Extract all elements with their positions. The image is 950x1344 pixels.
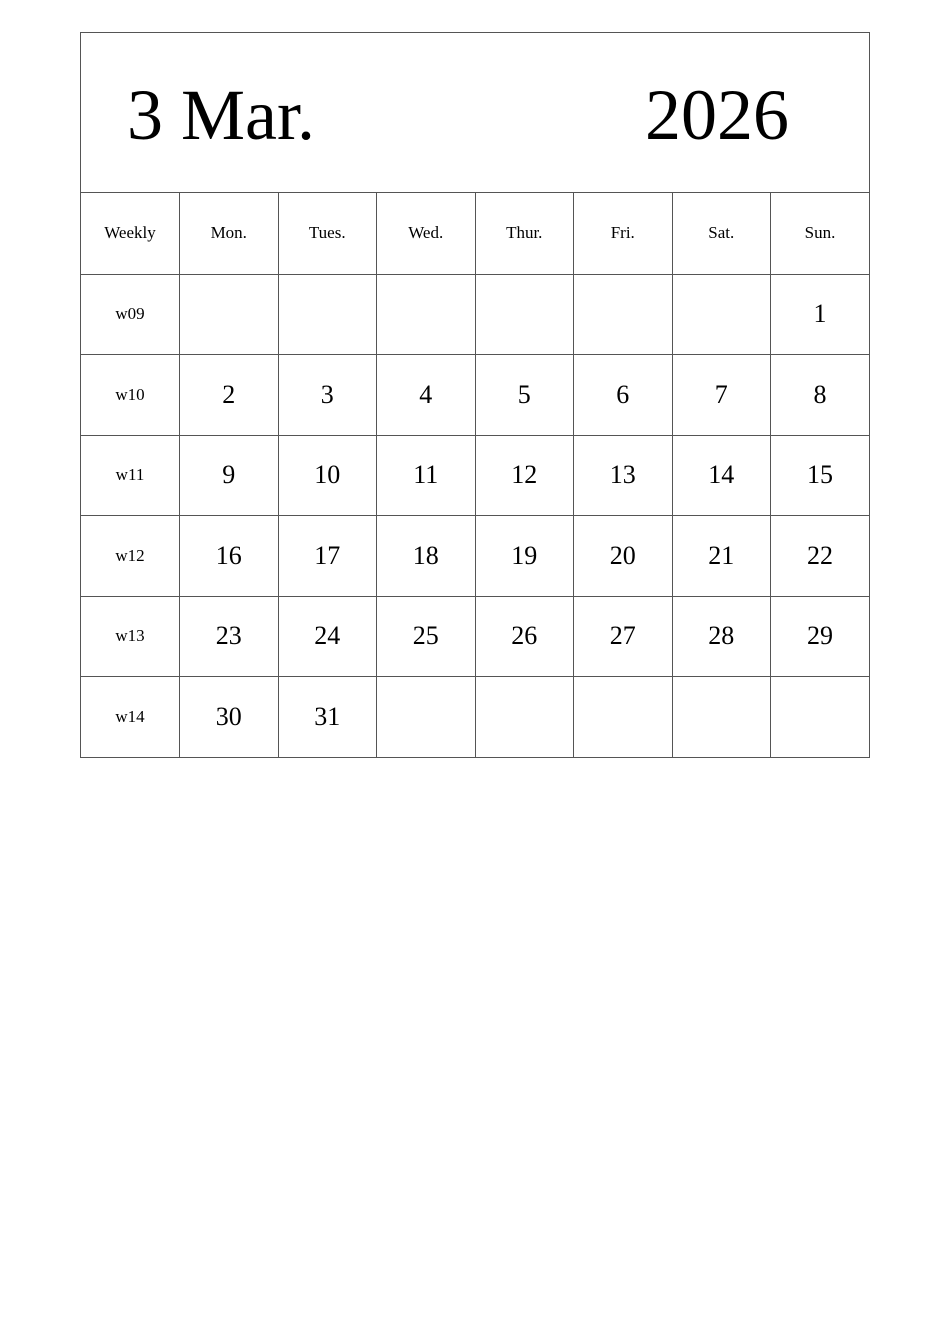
day-cell: 3	[278, 355, 377, 436]
week-number: w12	[81, 516, 180, 597]
day-cell: 10	[278, 435, 377, 516]
day-cell: 31	[278, 677, 377, 758]
day-cell: 17	[278, 516, 377, 597]
header-sun: Sun.	[771, 193, 870, 274]
header-mon: Mon.	[180, 193, 279, 274]
week-number: w11	[81, 435, 180, 516]
header-sat: Sat.	[672, 193, 771, 274]
day-cell: 18	[377, 516, 476, 597]
week-number: w13	[81, 596, 180, 677]
day-cell: 7	[672, 355, 771, 436]
day-cell: 5	[475, 355, 574, 436]
day-cell: 20	[574, 516, 673, 597]
week-number: w10	[81, 355, 180, 436]
day-cell	[377, 274, 476, 355]
day-cell: 22	[771, 516, 870, 597]
day-cell: 30	[180, 677, 279, 758]
day-cell: 23	[180, 596, 279, 677]
week-row	[81, 274, 869, 355]
day-cell: 9	[180, 435, 279, 516]
day-cell: 12	[475, 435, 574, 516]
week-row	[81, 435, 869, 516]
day-cell: 27	[574, 596, 673, 677]
day-cell: 25	[377, 596, 476, 677]
week-row	[81, 596, 869, 677]
day-cell: 16	[180, 516, 279, 597]
month-title: 3 Mar.	[127, 75, 315, 155]
day-cell: 24	[278, 596, 377, 677]
day-cell: 19	[475, 516, 574, 597]
header-wed: Wed.	[377, 193, 476, 274]
day-cell	[475, 677, 574, 758]
weekday-header-row	[81, 193, 869, 274]
day-cell	[475, 274, 574, 355]
day-cell	[574, 274, 673, 355]
week-number: w14	[81, 677, 180, 758]
day-cell: 15	[771, 435, 870, 516]
day-cell	[672, 274, 771, 355]
day-cell: 4	[377, 355, 476, 436]
day-cell: 2	[180, 355, 279, 436]
calendar	[80, 32, 870, 758]
day-cell: 11	[377, 435, 476, 516]
day-cell	[574, 677, 673, 758]
day-cell: 28	[672, 596, 771, 677]
day-cell: 26	[475, 596, 574, 677]
day-cell	[377, 677, 476, 758]
day-cell	[278, 274, 377, 355]
header-weekly: Weekly	[81, 193, 180, 274]
day-cell: 14	[672, 435, 771, 516]
calendar-title-box	[81, 33, 869, 193]
header-fri: Fri.	[574, 193, 673, 274]
day-cell	[672, 677, 771, 758]
week-row	[81, 677, 869, 758]
day-cell	[771, 677, 870, 758]
day-cell: 21	[672, 516, 771, 597]
calendar-grid	[81, 193, 869, 757]
day-cell: 1	[771, 274, 870, 355]
year-title: 2026	[645, 75, 789, 155]
header-thu: Thur.	[475, 193, 574, 274]
day-cell	[180, 274, 279, 355]
day-cell: 6	[574, 355, 673, 436]
header-tue: Tues.	[278, 193, 377, 274]
week-row	[81, 516, 869, 597]
day-cell: 8	[771, 355, 870, 436]
day-cell: 29	[771, 596, 870, 677]
day-cell: 13	[574, 435, 673, 516]
week-number: w09	[81, 274, 180, 355]
week-row	[81, 355, 869, 436]
